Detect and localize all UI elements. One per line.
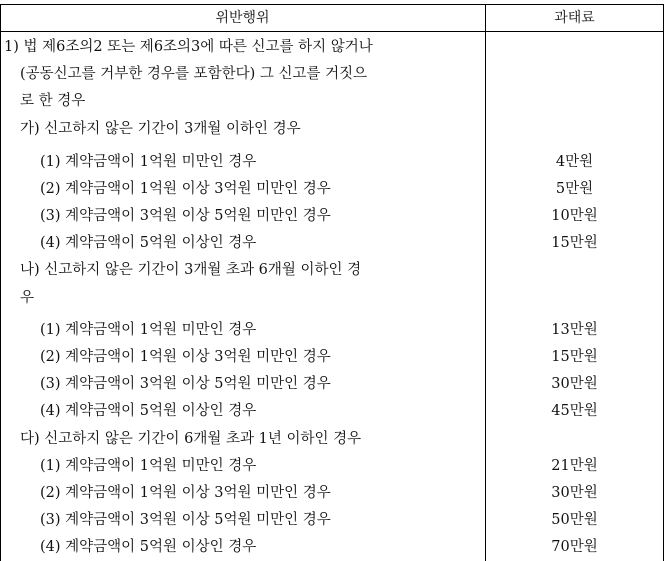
row-text: (공동신고를 거부한 경우를 포함한다) 그 신고를 거짓으 xyxy=(20,66,368,82)
row-text: 1) 법 제6조의2 또는 제6조의3에 따른 신고를 하지 않거나 xyxy=(4,39,373,55)
row-text: (2) 계약금액이 1억원 이상 3억원 미만인 경우 xyxy=(40,181,331,197)
row-text: 가) 신고하지 않은 기간이 3개월 이하인 경우 xyxy=(20,121,301,137)
fee-value: 70만원 xyxy=(551,539,598,555)
fee-value: 13만원 xyxy=(551,322,598,338)
fee-value: 10만원 xyxy=(551,208,598,224)
row-text: (3) 계약금액이 3억원 이상 5억원 미만인 경우 xyxy=(40,208,331,224)
fee-value: 21만원 xyxy=(551,458,598,474)
row-text: (2) 계약금액이 1억원 이상 3억원 미만인 경우 xyxy=(40,485,331,501)
header-fine: 과태료 xyxy=(554,10,595,26)
row-text: (3) 계약금액이 3억원 이상 5억원 미만인 경우 xyxy=(40,376,331,392)
header-bottom-border xyxy=(0,31,664,32)
row-text: 나) 신고하지 않은 기간이 3개월 초과 6개월 이하인 경 xyxy=(20,262,362,278)
row-text: (3) 계약금액이 3억원 이상 5억원 미만인 경우 xyxy=(40,512,331,528)
fee-value: 15만원 xyxy=(551,235,598,251)
row-text: (4) 계약금액이 5억원 이상인 경우 xyxy=(40,403,257,419)
row-text: (1) 계약금액이 1억원 미만인 경우 xyxy=(40,322,257,338)
fee-value: 5만원 xyxy=(555,181,594,197)
row-text: (4) 계약금액이 5억원 이상인 경우 xyxy=(40,539,257,555)
fee-value: 30만원 xyxy=(551,376,598,392)
row-text: (1) 계약금액이 1억원 미만인 경우 xyxy=(40,458,257,474)
header-violation: 위반행위 xyxy=(215,10,270,26)
row-text: 로 한 경우 xyxy=(20,93,86,109)
row-text: (2) 계약금액이 1억원 이상 3억원 미만인 경우 xyxy=(40,349,331,365)
fee-value: 50만원 xyxy=(551,512,598,528)
fee-value: 4만원 xyxy=(555,154,594,170)
row-text: (4) 계약금액이 5억원 이상인 경우 xyxy=(40,235,257,251)
fee-value: 15만원 xyxy=(551,349,598,365)
row-text: (1) 계약금액이 1억원 미만인 경우 xyxy=(40,154,257,170)
row-text: 다) 신고하지 않은 기간이 6개월 초과 1년 이하인 경우 xyxy=(20,431,362,447)
row-text: 우 xyxy=(20,290,35,306)
fee-value: 45만원 xyxy=(551,403,598,419)
table-left-border xyxy=(0,4,1,561)
fee-value: 30만원 xyxy=(551,485,598,501)
